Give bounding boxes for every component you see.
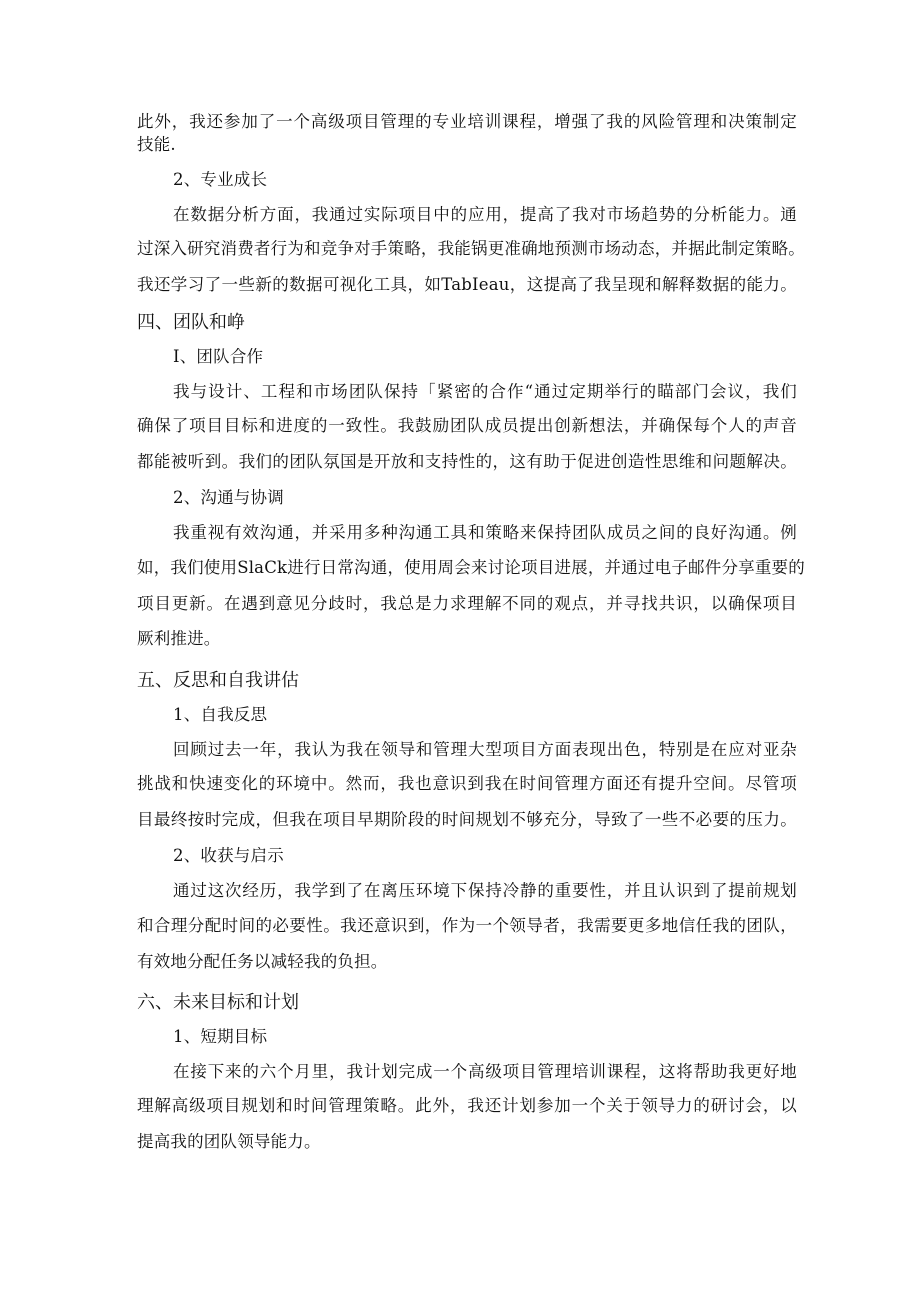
paragraph-line: 我与设计、工程和市场团队保持「紧密的合作“通过定期举行的瞄部门会议，我们 xyxy=(173,382,797,401)
paragraph-line: 技能. xyxy=(137,135,176,154)
subsection-title: 2、专业成长 xyxy=(173,170,268,189)
paragraph-line: 和合理分配时间的必要性。我还意识到，作为一个领导者，我需要更多地信任我的团队， xyxy=(137,916,797,935)
subsection-title: 2、收获与启示 xyxy=(173,846,284,865)
paragraph-line: 在接下来的六个月里，我计划完成一个高级项目管理培训课程，这将帮助我更好地 xyxy=(173,1062,797,1081)
section-heading: 六、未来目标和计划 xyxy=(137,992,299,1013)
paragraph-line: 提高我的团队领导能力。 xyxy=(137,1132,321,1151)
paragraph-line: 如，我们使用SlaCk进行日常沟通，使用周会来讨论项目进展，并通过电子邮件分享重要的 xyxy=(137,558,805,577)
subsection-title: I、团队合作 xyxy=(173,347,264,366)
paragraph-line: 项目更新。在遇到意见分歧时，我总是力求理解不同的观点，并寻找共识，以确保项目 xyxy=(137,594,797,613)
subsection-title: 1、自我反思 xyxy=(173,705,268,724)
paragraph-line: 目最终按时完成，但我在项目早期阶段的时间规划不够充分，导致了一些不必要的压力。 xyxy=(137,810,797,829)
paragraph-line: 回顾过去一年，我认为我在领导和管理大型项目方面表现出色，特别是在应对亚杂 xyxy=(173,740,797,759)
paragraph-line: 确保了项目目标和进度的一致性。我鼓励团队成员提出创新想法，并确保每个人的声音 xyxy=(137,416,797,435)
paragraph-line: 此外，我还参加了一个高级项目管理的专业培训课程，增强了我的风险管理和决策制定 xyxy=(137,112,797,131)
paragraph-line: 我还学习了一些新的数据可视化工具，如TabIeau，这提高了我呈现和解释数据的能力。 xyxy=(137,275,797,294)
paragraph-line: 都能被听到。我们的团队氛国是开放和支持性的，这有助于促进创造性思维和问题解决。 xyxy=(137,452,797,471)
paragraph-line: 在数据分析方面，我通过实际项目中的应用，提高了我对市场趋势的分析能力。通 xyxy=(173,205,797,224)
paragraph-line: 通过这次经历，我学到了在离压环境下保持冷静的重要性，并且认识到了提前规划 xyxy=(173,881,797,900)
paragraph-line: 厥利推进。 xyxy=(137,629,221,648)
paragraph-line: 理解高级项目规划和时间管理策略。此外，我还计划参加一个关于领导力的研讨会，以 xyxy=(137,1096,797,1115)
paragraph-line: 有效地分配任务以减轻我的负担。 xyxy=(137,952,388,971)
paragraph-line: 我重视有效沟通，并采用多种沟通工具和策略来保持团队成员之间的良好沟通。例 xyxy=(173,523,797,542)
paragraph-line: 过深入研究消费者行为和竞争对手策略，我能锅更准确地预测市场动态，并据此制定策略。 xyxy=(137,239,805,258)
subsection-title: 1、短期目标 xyxy=(173,1027,268,1046)
section-heading: 四、团队和峥 xyxy=(137,312,245,333)
section-heading: 五、反思和自我讲估 xyxy=(137,670,299,691)
subsection-title: 2、沟通与协调 xyxy=(173,488,284,507)
paragraph-line: 挑战和快速变化的环境中。然而，我也意识到我在时间管理方面还有提升空间。尽管项 xyxy=(137,774,797,793)
